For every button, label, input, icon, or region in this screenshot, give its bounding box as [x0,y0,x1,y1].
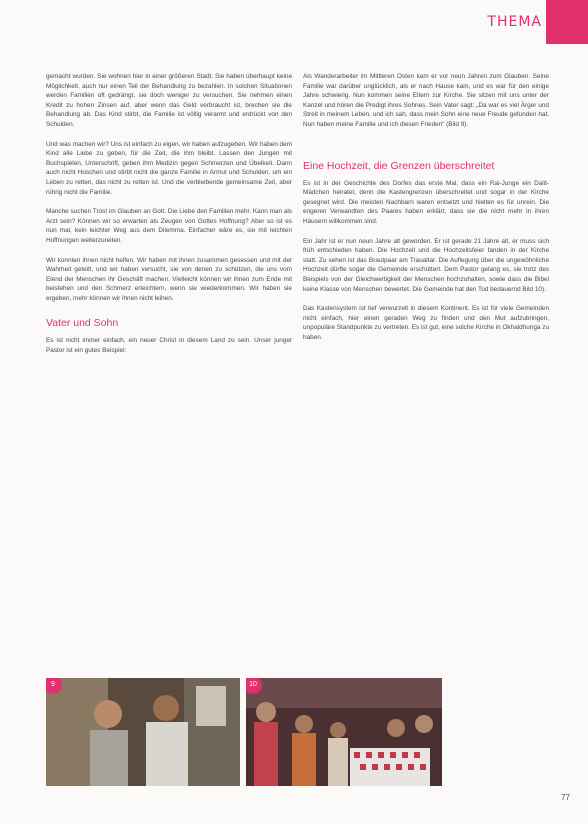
photo-wedding [246,678,442,786]
paragraph: Als Wanderarbeiter im Mittleren Osten kam er vor neun Jahren zum Glauben. Seine Familie war darüber unglücklich, als er nach Hause kam, und es war für den einige Jahre schwierig. Nun kommen seine Eltern zur Kirche. Sie sitzen mit uns unter der Kanzel und hören die Predigt ihres Sohnes. Sein Vater sagt: „Da war es viel Ärger und Streit in meinem Leben, und ich sah, dass mein Sohn eine neue Freude gefunden hat. Nun haben meine Familie und ich diesen Frieden“ (Bild 9). [303,73,549,128]
section-label: THEMA [487,14,542,30]
paragraph: Es ist nicht immer einfach, ein neuer Christ in diesem Land zu sein. Unser junger Pastor ist ein gutes Beispiel: [46,337,292,355]
paragraph: Ein Jahr ist er nun neun Jahre alt geworden. Er ist gerade 21 Jahre alt, er muss sich früh entschieden haben. Die Hochzeit und die Hochzeitsfeier fanden in der Kirche statt. Zu sehen ist das Brautpaar am Traualtar. Die Auflegung über die ungewöhnliche Hochzeit dürfte sogar die Gemeinde erschüttert. Dem Pastor gelang es, sie trotz des Beispiels von der Gleichwertigkeit der Menschen hochzuhalten, sowie dass die Bibel keine Klasse von Menschen bewertet. Die Gemeinde hat den Tod bedauernd Bild 10). [303,237,549,293]
photo-number-badge: 9 [46,678,62,694]
left-column [46,72,292,366]
paragraph: Manche suchen Trost im Glauben an Gott. Die Liebe den Familien mehr. Kann man als Arzt sein? Können wir so erwarten als Zeugen von Gottes Hoffnung? Aber so ist es nun mal, kein leichter Weg aus dem Dilemma. Einfacher wäre es, sie mit leichten Hoffnungen weiterzureiten. [46,208,292,244]
section-tab [546,0,588,44]
photo-father-and-son-image [46,678,240,786]
paragraph: Es ist in der Geschichte des Dorfes das erste Mal, dass ein Rai-Junge ein Dalit-Mädchen heiratet, denn die Kastengrenzen überschreitet und sogar in der Kirche gesegnet wird. Die meisten Nachbarn waren entsetzt und hielten es für unrein. Die engeren Verwandten des Paares haben erklärt, dass sie die nicht mehr in ihren Häusern willkommen sind. [303,179,549,225]
paragraph: gemacht wurden. Sie wohnen hier in einer größeren Stadt. Sie haben überhaupt keine Möglichkeit, auch nur einen Teil der Behandlung zu bezahlen. In solchen Situationen werden Familien oft gedrängt, sie doch weniger zu versuchen. Sie nehmen einen Kredit zu hohen Zinsen auf, aber wenn das Geld verbraucht ist, brechen sie die Behandlung ab. Das Kind stirbt, die Familie ist völlig verarmt und erdrückt von den Schulden. [46,73,292,128]
section-heading: Vater und Sohn [46,317,119,330]
photo-number-badge: 10 [246,678,262,694]
photo-father-and-son [46,678,240,786]
page-number: 77 [561,793,570,802]
right-column [303,72,549,352]
section-heading: Eine Hochzeit, die Grenzen überschreitet [303,159,495,172]
paragraph: Das Kastensystem ist tief verwurzelt in diesem Kontinent. Es ist für viele Gemeinden nicht einfach, hier einen geraden Weg zu finden und den Mut aufzubringen, unpopuläre Standpunkte zu vertreten. Es ist gut, eine solche Kirche in Okhaldhunga zu haben. [303,305,549,341]
paragraph: Wir konnten ihnen nicht helfen. Wir haben mit ihnen zusammen gesessen und mit der Wahrheit geteilt, und wir haben versucht, sie von denen zu schützen, die uns vom Elend der Menschen ihr Geschäft machen. Vielleicht können wir ihnen zum Ende mit beistehen und den Schmerz erleichtern, wenn sie wiederkommen. Wir haben sie ergeben, mehr können wir ihnen nicht leihen. [46,256,292,302]
paragraph: Und was machen wir? Uns ist einfach zu eigen, wir haben aufzugeben. Wir haben dem Kind alle Liebe zu geben, für die Zeit, die ihm bleibt. Lassen den Jungen mit Buchspielen, Unterschrift, geben ihm Medizin gegen Schmerzen und Übelkeit. Dann auch nicht Hoschen und stirbt nicht die ganze Familie in Armut und Schulden, um ein Leben zu retten, das nicht zu retten ist. Und die verbleibende gemeinsame Zeit, aber rührig nicht die Familie. [46,140,292,196]
photo-wedding-image [246,678,442,786]
